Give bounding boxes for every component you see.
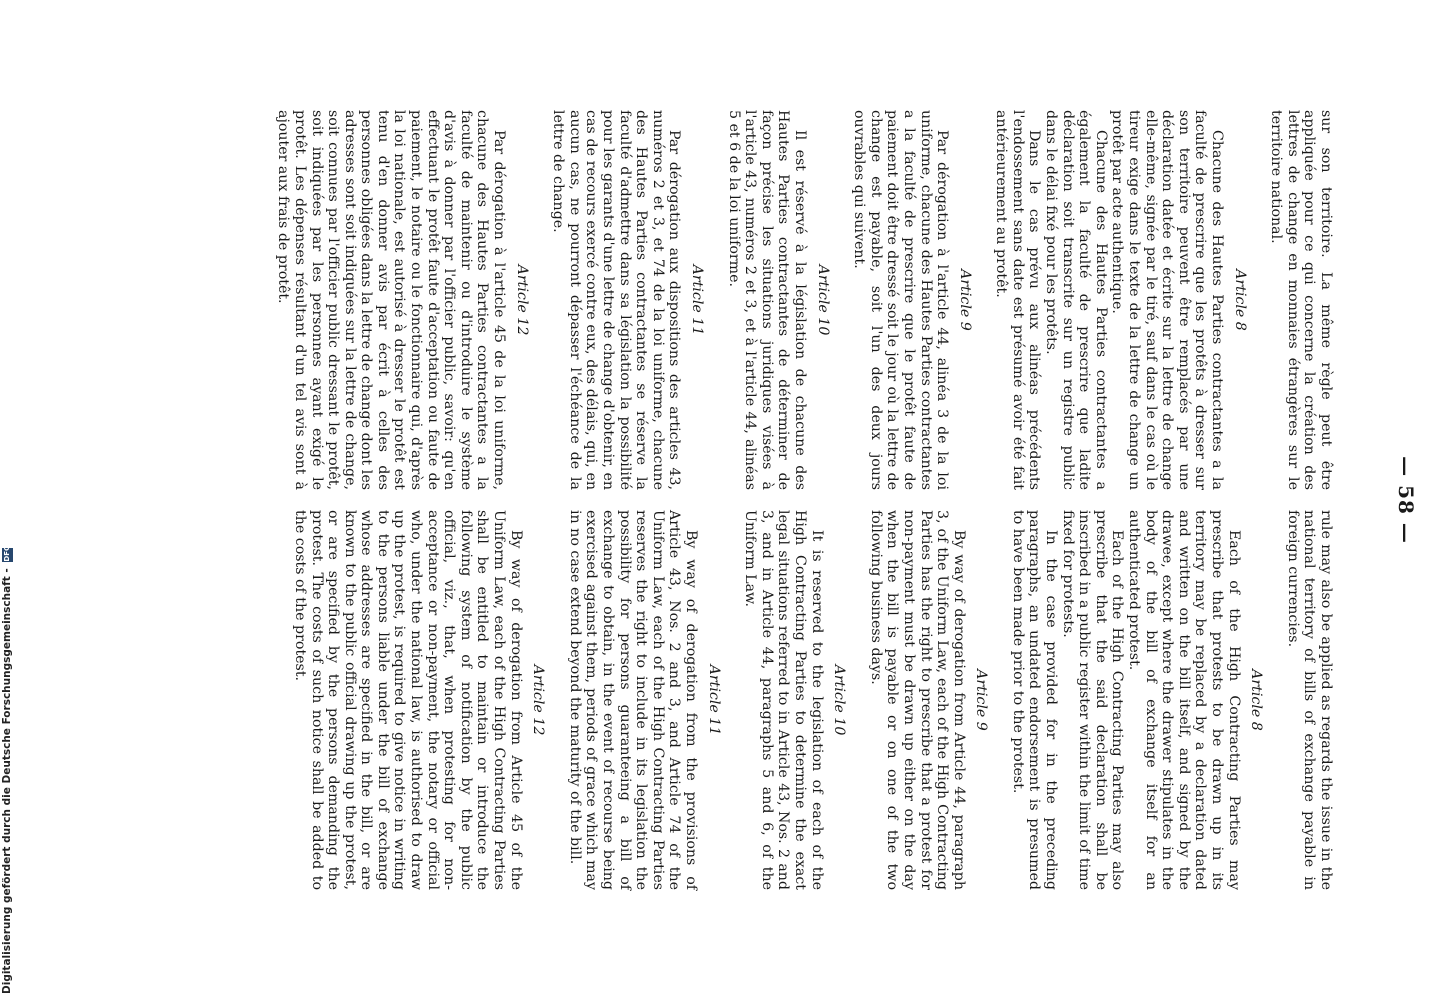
french-article-12-para-1: Par dérogation à l'article 45 de la loi uniforme, chacune des Hautes Parties contractantes a la faculté de maintenir ou d'introduire le système d'avis à donner par l'officier public, savoir: qu'en effectuant le protêt faute d'acceptation ou faute de paiement, le notaire ou le fonctionnaire qui, d'après la loi nationale, est autorisé à dresser le protêt est tenu d'en donner avis par écrit à celles des personnes obligées dans la lettre de change dont les adresses sont soit indiquées sur la lettre de change, soit connues par l'officier public dressant le protêt, soit indiquées par les personnes ayant exigé le protêt. Les dépenses résultant d'un tel avis sont à ajouter aux frais de protêt. [275, 110, 508, 490]
english-article-8-title: Article 8 [1248, 669, 1265, 731]
english-article-8-para-3: In the case provided for in the preceding paragraphs, an undated endorsement is presumed to have been made prior to the protest. [1009, 510, 1060, 890]
credit-text: Digitalisierung gefördert durch die Deutsche Forschungsgemeinschaft - [1, 568, 13, 994]
english-article-8-para-2: Each of the High Contracting Parties may also prescribe that the said declaration shall be inscribed in a public register within the limit of time fixed for protests. [1059, 510, 1126, 890]
english-article-11-title: Article 11 [705, 664, 722, 736]
english-article-9-para-1: By way of derogation from Article 44, paragraph 3, of the Uniform Law, each of the High Contracting Parties has the right to prescribe that a protest for non-payment must be drawn up either on the day when the bill is payable or on one of the two following business days. [867, 510, 967, 890]
english-article-11-para-1: By way of derogation from the provisions of Article 43, Nos. 2 and 3, and Article 74 of the Uniform Law, each of the High Contracting Parties reserves the right to include in its legislation the possibility for persons guaranteeing a bill of exchange to obtain, in the event of recourse being exercised against them, periods of grace which may in no case extend beyond the maturity of the bill. [566, 510, 699, 890]
page-number: — 58 — [1394, 456, 1418, 544]
french-article-8-para-2: Chacune des Hautes Parties contractantes a également la faculté de prescrire que ladite déclaration soit transcrite sur un registre public dans le délai fixé pour les protêts. [1043, 110, 1109, 490]
french-column [275, 110, 1334, 490]
english-article-9-title: Article 9 [973, 669, 990, 731]
french-article-8-title: Article 8 [1231, 269, 1248, 331]
english-article-10-title: Article 10 [831, 664, 848, 736]
french-article-9-title: Article 9 [956, 269, 973, 331]
english-article-12-title: Article 12 [530, 664, 547, 736]
french-article-9-para-1: Par dérogation à l'article 44, alinéa 3 de la loi uniforme, chacune des Hautes Parties contractantes a la faculté de prescrire que le protêt faute de paiement doit être dressé soit le jour où la lettre de change est payable, soit l'un des deux jours ouvrables qui suivent. [851, 110, 951, 490]
french-article-8-para-1: Chacune des Hautes Parties contractantes a la faculté de prescrire que les protêts à dresser sur son territoire peuvent être remplacés par une déclaration datée et écrite sur la lettre de change elle-même, signée par le tiré, sauf dans le cas où le tireur exige dans le texte de la lettre de change un protêt par acte authentique. [1109, 110, 1226, 490]
english-intro: rule may also be applied as regards the issue in the national territory of bills of exchange payable in foreign currencies. [1284, 510, 1334, 890]
english-article-12-para-1: By way of derogation from Article 45 of the Uniform Law, each of the High Contracting Parties shall be entitled to maintain or introduce the following system of notification by the public official, viz., that, when protesting for non-acceptance or non-payment, the notary or official who, under the national law, is authorised to draw up the protest, is required to give notice in writing to the persons liable under the bill of exchange whose addresses are specified in the bill, or are known to the public official drawing up the protest, or are specified by the persons demanding the protest. The costs of such notice shall be added to the costs of the protest. [291, 510, 524, 890]
french-article-10-para-1: Il est réservé à la législation de chacune des Hautes Parties contractantes de déterminer de façon précise les situations juridiques visées à l'article 43, numéros 2 et 3, et à l'article 44, alinéas 5 et 6 de la loi uniforme. [725, 110, 808, 490]
english-column [291, 510, 1334, 890]
french-intro: sur son territoire. La même règle peut être appliquée pour ce qui concerne la création des lettres de change en monnaies étrangères sur le territoire national. [1268, 110, 1334, 490]
english-article-8-para-1: Each of the High Contracting Parties may prescribe that protests to be drawn up in its territory may be replaced by a declaration dated and written on the bill itself, and signed by the drawee, except where the drawer stipulates in the body of the bill of exchange itself for an authenticated protest. [1126, 510, 1242, 890]
french-article-12-title: Article 12 [513, 264, 530, 336]
french-article-11-title: Article 11 [689, 264, 705, 336]
french-article-11-para-1: Par dérogation aux dispositions des articles 43, numéros 2 et 3, et 74 de la loi uniforme, chacune des Hautes Parties contractantes se réserve la faculté d'admettre dans sa législation la possibilité pour les garants d'une lettre de change d'obtenir, en cas de recours exercé contre eux, des délais, qui, en aucun cas, ne pourront dépasser l'échéance de la lettre de change. [550, 110, 683, 490]
french-article-10-title: Article 10 [814, 264, 831, 336]
english-article-10-para-1: It is reserved to the legislation of each of the High Contracting Parties to determine the exact legal situations referred to in Article 43, Nos. 2 and 3, and in Article 44, paragraphs 5 and 6, of the Uniform Law. [742, 510, 825, 890]
dfg-logo-icon: DFG [2, 545, 11, 562]
digitization-credit [0, 0, 16, 1000]
french-article-8-para-3: Dans le cas prévu aux alinéas précédents l'endossement sans date est présumé avoir été fait antérieurement au protêt. [993, 110, 1043, 490]
